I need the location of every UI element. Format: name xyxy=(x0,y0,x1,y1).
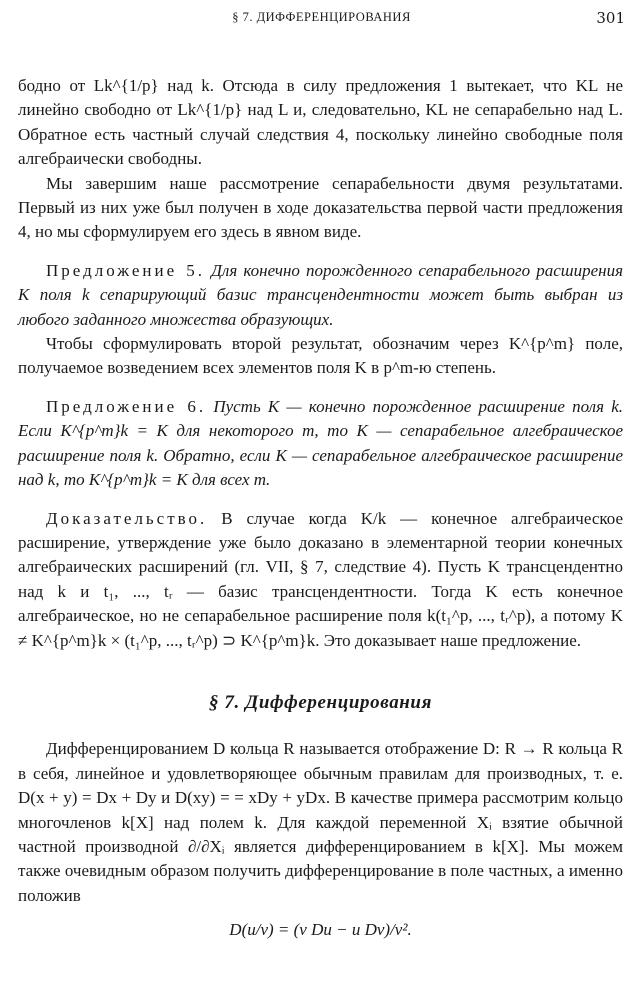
proposition-6 xyxy=(18,395,623,493)
page-number: 301 xyxy=(596,9,625,27)
paragraph-derivation-definition: Дифференцированием D кольца R называется отображение D: R → R кольца R в себя, линейное и удовлетворяющее обычным правилам для производных, т. е. D(x + y) = Dx + Dy и D(xy) = = xDy + yDx. В качестве примера рассмотрим кольцо многочленов k[X] над полем k. Для каждой переменной Xᵢ взятие обычной частной производной ∂/∂Xᵢ является дифференцированием в k[X]. Мы можем также очевидным образом получить дифференцирование в поле частных, а именно положив xyxy=(18,739,623,905)
quotient-rule-formula: D(u/v) = (v Du − u Dv)/v². xyxy=(229,920,412,940)
page-body xyxy=(18,74,623,943)
running-title: § 7. ДИФФЕРЕНЦИРОВАНИЯ xyxy=(232,10,411,24)
proposition-5 xyxy=(18,259,623,332)
paragraph-second-result: Чтобы сформулировать второй результат, обозначим через K^{p^m} поле, получаемое возведением всех элементов поля K в p^m-ю степень. xyxy=(18,334,623,378)
paragraph-separability-results: Мы завершим наше рассмотрение сепарабельности двумя результатами. Первый из них уже был получен в ходе доказательства первой части предложения 4, но мы сформулируем его здесь в явном виде. xyxy=(18,173,623,242)
proposition-5-text: Для конечно порожденного сепарабельного расширения K поля k сепарирующий базис трансцендентности может быть выбран из любого заданного множества образующих. xyxy=(18,260,623,329)
proposition-6-text: Пусть K — конечно порожденное расширение поля k. Если K^{p^m}k = K для некоторого m, то K — сепарабельное алгебраическое расширение поля k. Обратно, если K — сепарабельное алгебраическое расширение над k, то K^{p^m}k = K для всех m. xyxy=(18,396,624,490)
proof-label: Доказательство. xyxy=(46,508,208,528)
proof xyxy=(18,507,623,653)
proposition-6-label: Предложение 6. xyxy=(46,396,207,416)
page-header xyxy=(18,10,625,32)
paragraph-continuation: бодно от Lk^{1/p} над k. Отсюда в силу предложения 1 вытекает, что KL не линейно свободно от Lk^{1/p} над L и, следовательно, KL не сепарабельно над L. Обратное есть частный случай следствия 4, поскольку линейно свободные поля алгебраически свободны. xyxy=(18,76,623,169)
section-title: § 7. Дифференцирования xyxy=(208,691,432,713)
proof-text: В случае когда K/k — конечное алгебраическое расширение, утверждение уже было доказано в элементарной теории конечных алгебраических расширений (гл. VII, § 7, следствие 4). Пусть K трансцендентно над k и t₁, ..., tᵣ — базис трансцендентности. Тогда K есть конечное алгебраическое, но не сепарабельное расширение поля k(t₁^p, ..., tᵣ^p), а потому K ≠ K^{p^m}k × (t₁^p, ..., tᵣ^p) ⊃ K^{p^m}k. Это доказывает наше предложение. xyxy=(18,508,624,650)
proposition-5-label: Предложение 5. xyxy=(46,260,205,280)
